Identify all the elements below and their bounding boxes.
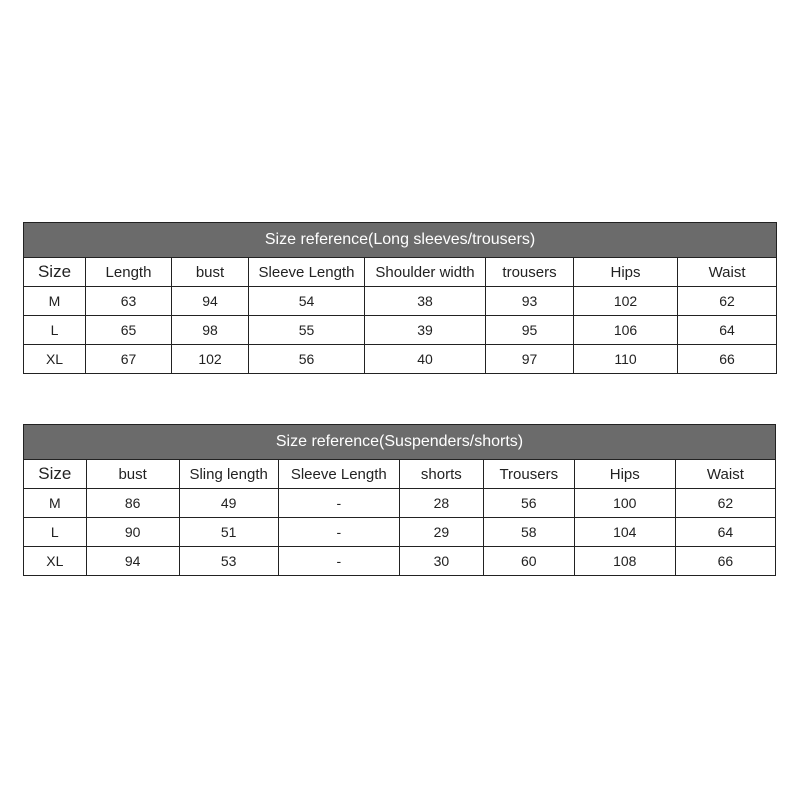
table-cell: 39	[365, 316, 486, 345]
table-cell: -	[278, 489, 399, 518]
column-header-sleeve-length: Sleeve Length	[278, 460, 399, 489]
table-cell: M	[24, 287, 86, 316]
table-cell: 62	[675, 489, 775, 518]
table-cell: 53	[179, 547, 278, 576]
table-cell: 56	[249, 345, 365, 374]
table-cell: 102	[574, 287, 678, 316]
column-header-hips: Hips	[574, 258, 678, 287]
table-title: Size reference(Suspenders/shorts)	[24, 425, 776, 460]
table-cell: 51	[179, 518, 278, 547]
table-cell: 104	[574, 518, 675, 547]
table-cell: 94	[172, 287, 249, 316]
table-cell: 40	[365, 345, 486, 374]
column-header-bust: bust	[172, 258, 249, 287]
table-cell: 29	[399, 518, 483, 547]
table-cell: 55	[249, 316, 365, 345]
table-cell: 100	[574, 489, 675, 518]
table-cell: 65	[86, 316, 172, 345]
table-cell: 64	[678, 316, 777, 345]
table-row	[24, 547, 776, 576]
table-cell: 97	[486, 345, 574, 374]
table-cell: 30	[399, 547, 483, 576]
column-header-shoulder-width: Shoulder width	[365, 258, 486, 287]
table-cell: 49	[179, 489, 278, 518]
table-cell: 62	[678, 287, 777, 316]
column-header-trousers: Trousers	[483, 460, 574, 489]
table-row	[24, 489, 776, 518]
table-cell: 98	[172, 316, 249, 345]
table-cell: 66	[678, 345, 777, 374]
table-row	[24, 345, 777, 374]
column-header-bust: bust	[86, 460, 179, 489]
table-cell: 38	[365, 287, 486, 316]
column-header-waist: Waist	[675, 460, 775, 489]
table-cell: -	[278, 518, 399, 547]
table-row	[24, 518, 776, 547]
table-cell: 60	[483, 547, 574, 576]
table-cell: 94	[86, 547, 179, 576]
table-cell: 28	[399, 489, 483, 518]
column-header-shorts: shorts	[399, 460, 483, 489]
table-row	[24, 316, 777, 345]
table-cell: 66	[675, 547, 775, 576]
table-cell: 64	[675, 518, 775, 547]
table-cell: 86	[86, 489, 179, 518]
column-header-trousers: trousers	[486, 258, 574, 287]
table-cell: -	[278, 547, 399, 576]
table-cell: 102	[172, 345, 249, 374]
table-cell: 63	[86, 287, 172, 316]
column-header-sleeve-length: Sleeve Length	[249, 258, 365, 287]
table-cell: 90	[86, 518, 179, 547]
table-cell: XL	[24, 547, 87, 576]
table-cell: 106	[574, 316, 678, 345]
table-cell: XL	[24, 345, 86, 374]
table-cell: 95	[486, 316, 574, 345]
table-row	[24, 287, 777, 316]
table-cell: 93	[486, 287, 574, 316]
column-header-sling-length: Sling length	[179, 460, 278, 489]
table-cell: 110	[574, 345, 678, 374]
size-table-long-sleeves	[23, 222, 777, 374]
table-cell: 67	[86, 345, 172, 374]
table-cell: M	[24, 489, 87, 518]
table-cell: 108	[574, 547, 675, 576]
table-cell: L	[24, 518, 87, 547]
table-title: Size reference(Long sleeves/trousers)	[24, 223, 777, 258]
size-table-suspenders	[23, 424, 776, 576]
column-header-hips: Hips	[574, 460, 675, 489]
column-header-length: Length	[86, 258, 172, 287]
table-cell: L	[24, 316, 86, 345]
table-cell: 54	[249, 287, 365, 316]
column-header-size: Size	[24, 258, 86, 287]
table-cell: 56	[483, 489, 574, 518]
column-header-size: Size	[24, 460, 87, 489]
column-header-waist: Waist	[678, 258, 777, 287]
table-cell: 58	[483, 518, 574, 547]
